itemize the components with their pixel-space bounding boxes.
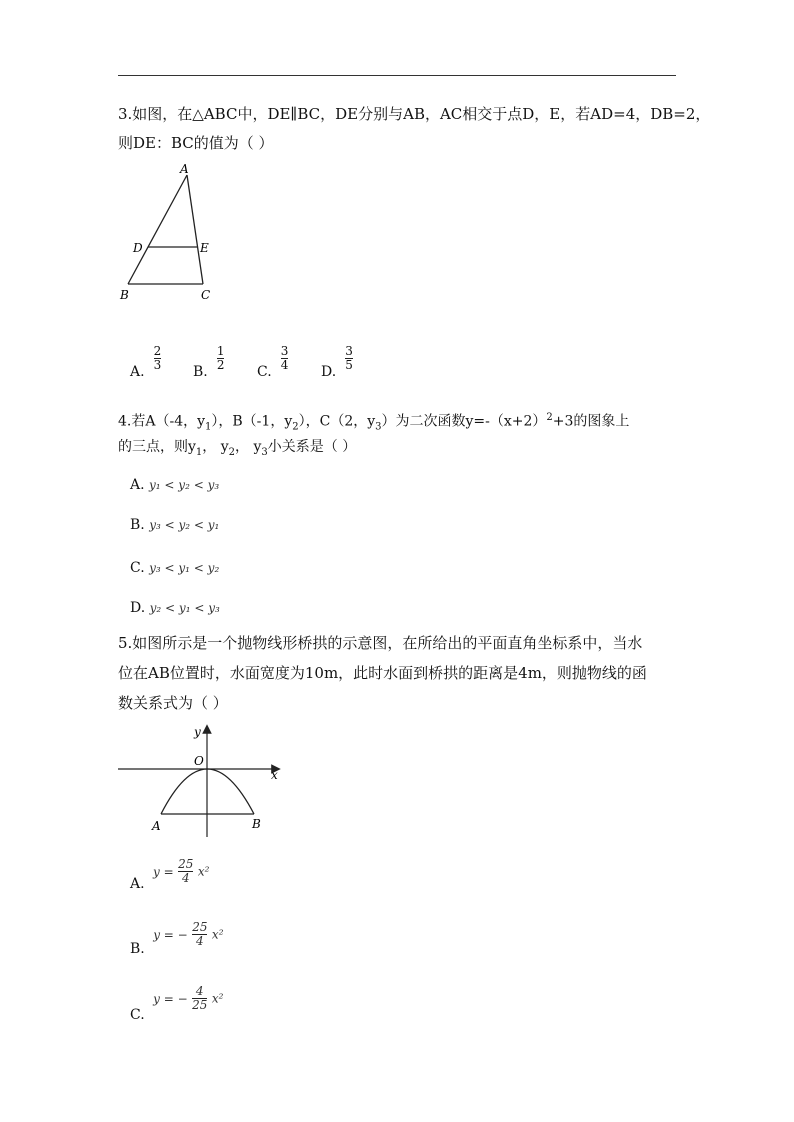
q4-option-b[interactable]: B. y₃ < y₂ < y₁ xyxy=(130,517,220,533)
q4-option-a[interactable]: A. y₁ < y₂ < y₃ xyxy=(130,477,220,493)
label-b: B xyxy=(252,817,261,831)
q4-text-line1: 4.若A（-4，$y_1$），B（-1，$y_2$），C（2，$y_3$）为二次函数$y=-(x+2)^2+3$的图象上 xyxy=(118,412,630,433)
q3-text-line2: 则DE：BC的值为（ ） xyxy=(118,134,274,152)
q3-option-c[interactable]: C. $\frac{3}{4}$ xyxy=(257,344,289,380)
side-ab xyxy=(128,175,187,284)
q5-option-b[interactable]: B. y = − $\frac{25}{4}$ x² xyxy=(130,920,224,957)
q3-option-a[interactable]: A. $\frac{2}{3}$ xyxy=(130,344,162,380)
label-b: B xyxy=(120,288,129,302)
header-rule xyxy=(118,75,676,76)
q3-triangle-figure xyxy=(110,160,230,305)
q5-text-line3: 数关系式为（ ） xyxy=(118,694,228,712)
q5-option-c[interactable]: C. y = − $\frac{4}{25}$ x² xyxy=(130,984,224,1023)
side-ac xyxy=(187,175,203,284)
q3-text-line1: 3.如图，在△ABC中，DE∥BC，DE分别与AB，AC相交于点D，E，若AD=4，DB=2， xyxy=(118,105,711,123)
q5-text-line1: 5.如图所示是一个抛物线形桥拱的示意图，在所给出的平面直角坐标系中，当水 xyxy=(118,634,643,652)
label-e: E xyxy=(200,241,209,255)
q5-option-a[interactable]: A. y = $\frac{25}{4}$ x² xyxy=(130,857,210,892)
q3-option-b[interactable]: B. $\frac{1}{2}$ xyxy=(193,344,225,380)
q3-option-d[interactable]: D. $\frac{3}{5}$ xyxy=(321,344,353,380)
label-x: x xyxy=(271,768,278,782)
label-c: C xyxy=(201,288,211,302)
label-a: A xyxy=(180,162,189,176)
q4-option-c[interactable]: C. y₃ < y₁ < y₂ xyxy=(130,560,220,576)
label-d: D xyxy=(133,241,143,255)
q4-text-line2: 的三点，则$y_1$， $y_2$， $y_3$小关系是（ ） xyxy=(118,439,357,458)
q5-parabola-figure xyxy=(118,722,288,840)
label-y: y xyxy=(194,725,201,739)
label-origin: O xyxy=(194,754,204,768)
q3-options xyxy=(130,345,390,385)
label-a: A xyxy=(152,819,161,833)
q4-option-d[interactable]: D. y₂ < y₁ < y₃ xyxy=(130,600,220,616)
q5-text-line2: 位在AB位置时，水面宽度为10m，此时水面到桥拱的距离是4m，则抛物线的函 xyxy=(118,664,647,682)
